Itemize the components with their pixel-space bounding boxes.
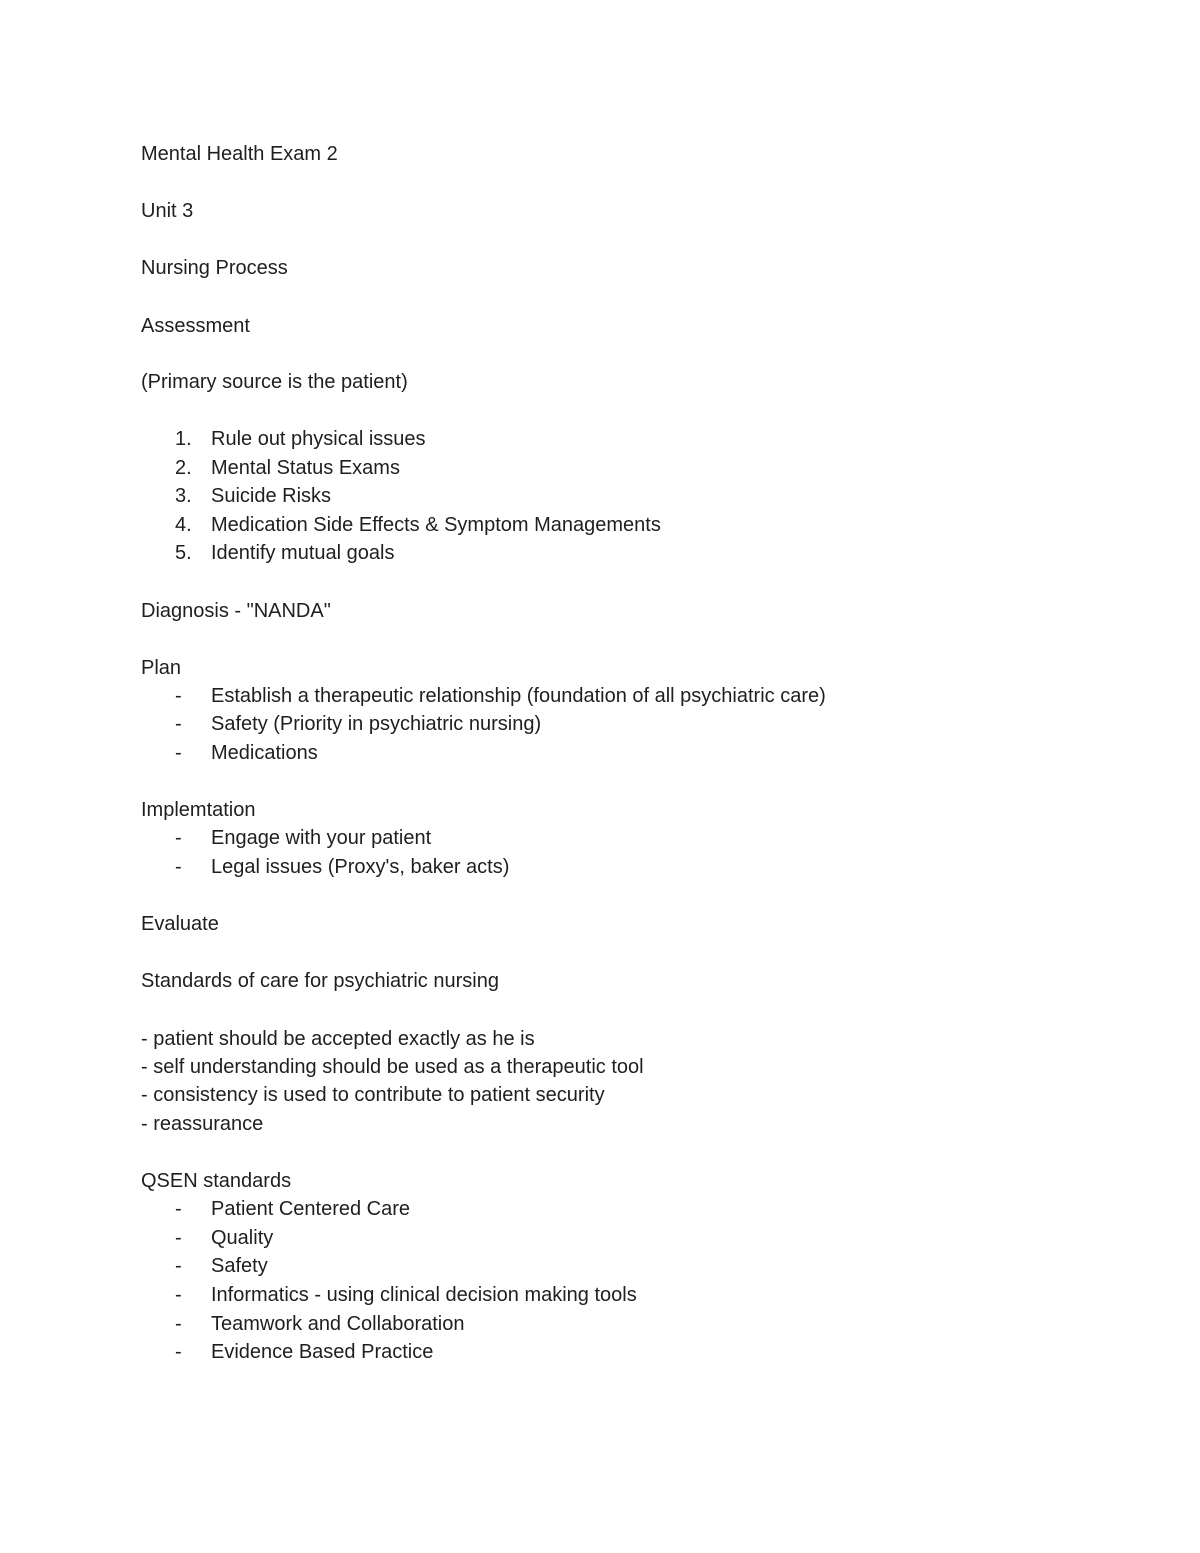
list-marker: 2. — [175, 457, 192, 479]
list-marker: 3. — [175, 485, 192, 507]
list-item-text: Safety — [211, 1255, 268, 1277]
diagnosis-heading: Diagnosis - "NANDA" — [141, 600, 331, 622]
standards-heading: Standards of care for psychiatric nursing — [141, 970, 499, 992]
standards-line: - consistency is used to contribute to patient security — [141, 1084, 605, 1106]
list-item-text: Rule out physical issues — [211, 428, 426, 450]
list-marker: - — [175, 1198, 182, 1220]
list-item-text: Informatics - using clinical decision making tools — [211, 1284, 637, 1306]
list-item-text: Suicide Risks — [211, 485, 332, 507]
list-item-text: Safety (Priority in psychiatric nursing) — [211, 713, 542, 735]
unit-label: Unit 3 — [141, 200, 194, 222]
assessment-heading: Assessment — [141, 315, 250, 337]
standards-line: - reassurance — [141, 1113, 264, 1135]
list-marker: - — [175, 1227, 182, 1249]
list-item-text: Quality — [211, 1227, 274, 1249]
list-marker: - — [175, 827, 182, 849]
section-heading: Nursing Process — [141, 257, 288, 279]
implementation-heading: Implemtation — [141, 799, 256, 821]
document-title: Mental Health Exam 2 — [141, 143, 338, 165]
list-marker: - — [175, 713, 182, 735]
list-item-text: Evidence Based Practice — [211, 1341, 434, 1363]
list-item-text: Mental Status Exams — [211, 457, 400, 479]
list-item-text: Medications — [211, 742, 318, 764]
list-marker: - — [175, 856, 182, 878]
list-marker: 4. — [175, 514, 192, 536]
qsen-heading: QSEN standards — [141, 1170, 292, 1192]
evaluate-heading: Evaluate — [141, 913, 219, 935]
list-item-text: Teamwork and Collaboration — [211, 1313, 465, 1335]
list-marker: - — [175, 1341, 182, 1363]
list-item-text: Establish a therapeutic relationship (foundation of all psychiatric care) — [211, 685, 826, 707]
list-marker: - — [175, 1313, 182, 1335]
list-item-text: Medication Side Effects & Symptom Managements — [211, 514, 661, 536]
list-item-text: Engage with your patient — [211, 827, 432, 849]
list-marker: - — [175, 1284, 182, 1306]
standards-line: - self understanding should be used as a therapeutic tool — [141, 1056, 644, 1078]
list-marker: - — [175, 1255, 182, 1277]
assessment-note: (Primary source is the patient) — [141, 371, 408, 393]
list-marker: - — [175, 685, 182, 707]
list-marker: 1. — [175, 428, 192, 450]
standards-line: - patient should be accepted exactly as he is — [141, 1028, 535, 1050]
plan-heading: Plan — [141, 657, 182, 679]
list-item-text: Legal issues (Proxy's, baker acts) — [211, 856, 510, 878]
list-marker: - — [175, 742, 182, 764]
list-marker: 5. — [175, 542, 192, 564]
list-item-text: Patient Centered Care — [211, 1198, 411, 1220]
list-item-text: Identify mutual goals — [211, 542, 395, 564]
